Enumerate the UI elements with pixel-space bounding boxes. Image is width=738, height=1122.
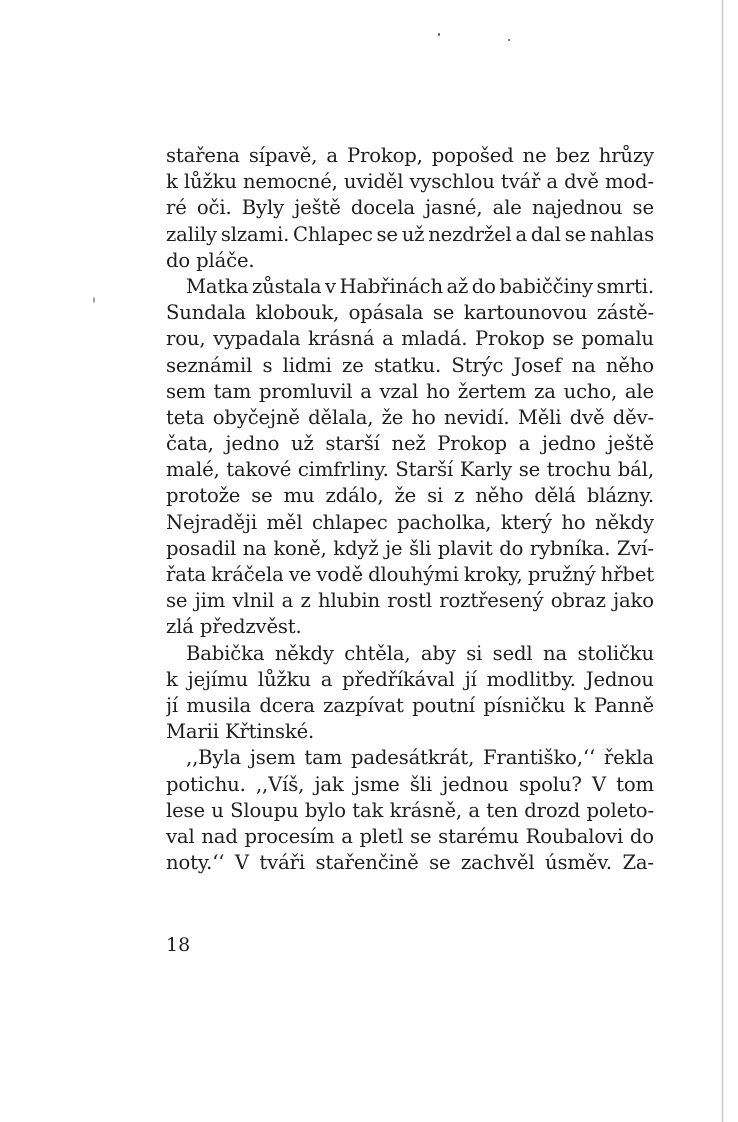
page-edge-shadow	[721, 0, 724, 1122]
text-line: malé, takové cimfrliny. Starší Karly se trochu bál,	[166, 458, 654, 482]
text-line: se jim vlnil a z hlubin rostl roztřesený obraz jako	[166, 589, 654, 613]
text-line: do pláče.	[166, 248, 255, 272]
text-line: k jejímu lůžku a předříkával jí modlitby. Jednou	[166, 667, 654, 691]
text-line: Nejraději měl chlapec pacholka, který ho někdy	[166, 510, 654, 534]
text-line: lese u Sloupu bylo tak krásně, a ten drozd poleto-	[166, 798, 654, 822]
text-line: jí musila dcera zazpívat poutní písničku k Panně	[166, 693, 654, 717]
text-line: řata kráčela ve vodě dlouhými kroky, pružný hřbet	[166, 563, 654, 586]
text-line: ré oči. Byly ještě docela jasné, ale najednou se	[166, 196, 654, 220]
text-line: stařena sípavě, a Prokop, popošed ne bez hrůzy	[166, 144, 654, 167]
text-line: k lůžku nemocné, uviděl vyschlou tvář a dvě mod-	[166, 170, 654, 194]
text-line: noty.‘‘ V tváři stařenčině se zachvěl úsměv. Za-	[166, 851, 654, 875]
paper-speck	[508, 39, 510, 41]
text-line: seznámil s lidmi ze statku. Strýc Josef na něho	[166, 353, 654, 377]
text-line: ,,Byla jsem tam padesátkrát, Františko,‘‘ řekla	[186, 746, 654, 770]
text-line: teta obyčejně dělala, že ho nevidí. Měli dvě děv-	[166, 405, 654, 429]
text-line: Sundala klobouk, opásala se kartounovou zástě-	[166, 301, 654, 325]
text-line: val nad procesím a pletl se starému Roubalovi do	[166, 824, 654, 848]
text-line: Matka zůstala v Habřinách až do babiččiny smrti.	[186, 274, 654, 298]
text-line: zlá předzvěst.	[166, 615, 302, 639]
text-line: čata, jedno už starší než Prokop a jedno ještě	[166, 432, 654, 456]
text-line: Marii Křtinské.	[166, 720, 315, 744]
text-line: sem tam promluvil a vzal ho žertem za ucho, ale	[166, 379, 654, 403]
paper-speck	[438, 33, 440, 36]
page-number: 18	[166, 934, 191, 956]
text-line: rou, vypadala krásná a mladá. Prokop se pomalu	[166, 327, 654, 351]
text-line: posadil na koně, když je šli plavit do rybníka. Zví-	[166, 536, 654, 560]
text-line: zalily slzami. Chlapec se už nezdržel a dal se nahlas	[166, 222, 654, 246]
text-line: Babička někdy chtěla, aby si sedl na stoličku	[186, 641, 654, 665]
body-text	[166, 143, 654, 876]
text-line: potichu. ,,Víš, jak jsme šli jednou spolu? V tom	[166, 772, 654, 796]
paper-speck	[93, 297, 95, 303]
text-line: protože se mu zdálo, že si z něho dělá blázny.	[166, 484, 654, 508]
